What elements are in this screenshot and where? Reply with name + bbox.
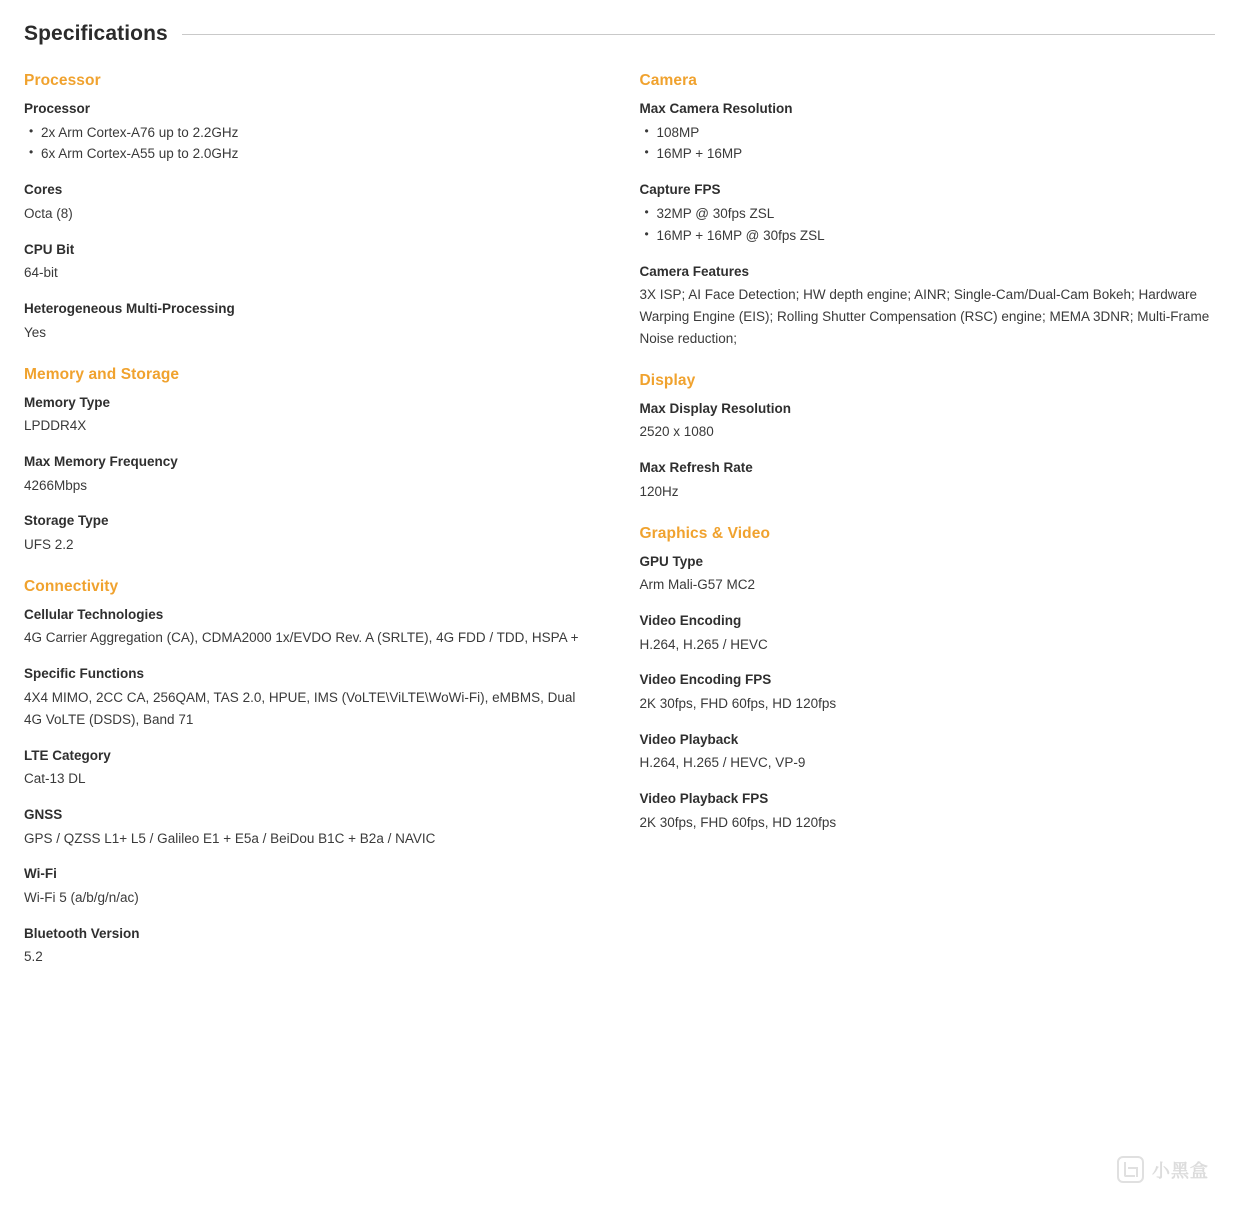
spec-label: Cellular Technologies <box>24 606 164 622</box>
spec-item <box>24 299 580 343</box>
title-divider <box>182 34 1215 35</box>
specs-column-left <box>24 72 620 968</box>
spec-value: H.264, H.265 / HEVC, VP-9 <box>639 755 806 771</box>
spec-value-list <box>24 122 580 166</box>
spec-section <box>24 72 580 344</box>
watermark-label: 小黑盒 <box>1152 1160 1209 1181</box>
spec-item <box>24 99 580 165</box>
watermark <box>1117 1156 1209 1183</box>
spec-item <box>24 393 580 437</box>
spec-label: Video Playback FPS <box>639 791 769 807</box>
spec-label: Heterogeneous Multi-Processing <box>24 301 235 317</box>
spec-label: LTE Category <box>24 747 111 763</box>
spec-item <box>24 511 580 555</box>
spec-value: Octa (8) <box>24 205 73 221</box>
spec-label: Video Encoding FPS <box>639 672 772 688</box>
spec-label: Max Display Resolution <box>639 400 792 416</box>
spec-section <box>640 72 1216 350</box>
spec-label: Bluetooth Version <box>24 925 140 941</box>
spec-item <box>640 611 1216 655</box>
spec-item <box>24 924 580 968</box>
spec-value: LPDDR4X <box>24 418 87 434</box>
spec-value: Yes <box>24 324 47 340</box>
spec-value: 4G Carrier Aggregation (CA), CDMA2000 1x/EVDO Rev. A (SRLTE), 4G FDD / TDD, HSPA + <box>24 630 579 646</box>
spec-value: 4266Mbps <box>24 477 88 493</box>
specs-columns <box>24 72 1215 968</box>
spec-value: GPS / QZSS L1+ L5 / Galileo E1 + E5a / BeiDou B1C + B2a / NAVIC <box>24 830 436 846</box>
spec-value-list-item: • 16MP + 16MP <box>657 143 1216 165</box>
spec-section <box>24 578 580 968</box>
spec-item <box>24 664 580 730</box>
spec-label: Memory Type <box>24 394 111 410</box>
spec-value-list-item: • 16MP + 16MP @ 30fps ZSL <box>657 225 1216 247</box>
spec-item <box>640 99 1216 165</box>
spec-value-list-item: • 6x Arm Cortex-A55 up to 2.0GHz <box>41 143 580 165</box>
spec-label: Storage Type <box>24 513 109 529</box>
spec-value: 2K 30fps, FHD 60fps, HD 120fps <box>639 814 837 830</box>
spec-item <box>640 670 1216 714</box>
section-heading: Processor <box>24 72 101 89</box>
page-title: Specifications <box>24 22 168 45</box>
spec-item <box>640 458 1216 502</box>
box-logo-icon <box>1117 1156 1144 1183</box>
section-heading: Memory and Storage <box>24 365 180 383</box>
specs-column-right <box>620 72 1216 834</box>
spec-item <box>640 180 1216 246</box>
spec-item <box>24 605 580 649</box>
spec-label: GPU Type <box>639 553 704 569</box>
spec-item <box>24 864 580 908</box>
spec-label: Cores <box>24 182 63 198</box>
spec-label: Video Playback <box>639 731 739 747</box>
section-heading: Graphics & Video <box>639 524 771 542</box>
spec-item <box>640 262 1216 350</box>
spec-label: Max Refresh Rate <box>639 460 753 476</box>
spec-value-list <box>640 203 1216 247</box>
section-heading: Camera <box>639 72 697 89</box>
spec-label: Max Memory Frequency <box>24 453 178 469</box>
spec-value: 64-bit <box>24 265 58 281</box>
spec-value: Wi-Fi 5 (a/b/g/n/ac) <box>24 889 139 905</box>
spec-item <box>24 746 580 790</box>
page-title-row <box>24 22 1215 46</box>
section-heading: Display <box>639 371 696 389</box>
spec-section <box>640 372 1216 503</box>
spec-label: Max Camera Resolution <box>639 101 793 116</box>
spec-item <box>640 399 1216 443</box>
spec-value: 4X4 MIMO, 2CC CA, 256QAM, TAS 2.0, HPUE, IMS (VoLTE\ViLTE\WoWi-Fi), eMBMS, Dual 4G VoLTE (DSDS), Band 71 <box>24 689 576 727</box>
spec-item <box>24 180 580 224</box>
spec-label: CPU Bit <box>24 241 75 257</box>
spec-value-list <box>640 122 1216 166</box>
spec-value: 3X ISP; AI Face Detection; HW depth engine; AINR; Single-Cam/Dual-Cam Bokeh; Hardware Warping Engine (EIS); Rolling Shutter Compensation (RSC) engine; MEMA 3DNR; Multi-Frame Noise reduction; <box>639 287 1210 346</box>
spec-value: 2K 30fps, FHD 60fps, HD 120fps <box>639 695 837 711</box>
spec-label: GNSS <box>24 806 63 822</box>
spec-section <box>24 366 580 556</box>
spec-item <box>24 805 580 849</box>
spec-label: Processor <box>24 101 91 116</box>
spec-label: Capture FPS <box>639 182 721 198</box>
spec-label: Specific Functions <box>24 666 145 682</box>
spec-label: Video Encoding <box>639 612 742 628</box>
spec-item <box>24 240 580 284</box>
spec-value: 2520 x 1080 <box>639 424 714 440</box>
spec-value: UFS 2.2 <box>24 536 74 552</box>
spec-value: Arm Mali-G57 MC2 <box>639 577 756 593</box>
spec-label: Wi-Fi <box>24 866 57 882</box>
spec-item <box>640 552 1216 596</box>
section-heading: Connectivity <box>24 577 119 595</box>
spec-item <box>640 789 1216 833</box>
spec-value: 120Hz <box>639 483 679 499</box>
spec-value-list-item: • 32MP @ 30fps ZSL <box>657 203 1216 225</box>
spec-value: Cat-13 DL <box>24 771 86 787</box>
spec-value: H.264, H.265 / HEVC <box>639 636 768 652</box>
spec-value-list-item: • 2x Arm Cortex-A76 up to 2.2GHz <box>41 122 580 144</box>
spec-item <box>24 452 580 496</box>
spec-value: 5.2 <box>24 949 43 965</box>
spec-value-list-item: • 108MP <box>657 122 1216 144</box>
spec-item <box>640 730 1216 774</box>
spec-label: Camera Features <box>639 263 750 279</box>
spec-section <box>640 525 1216 834</box>
